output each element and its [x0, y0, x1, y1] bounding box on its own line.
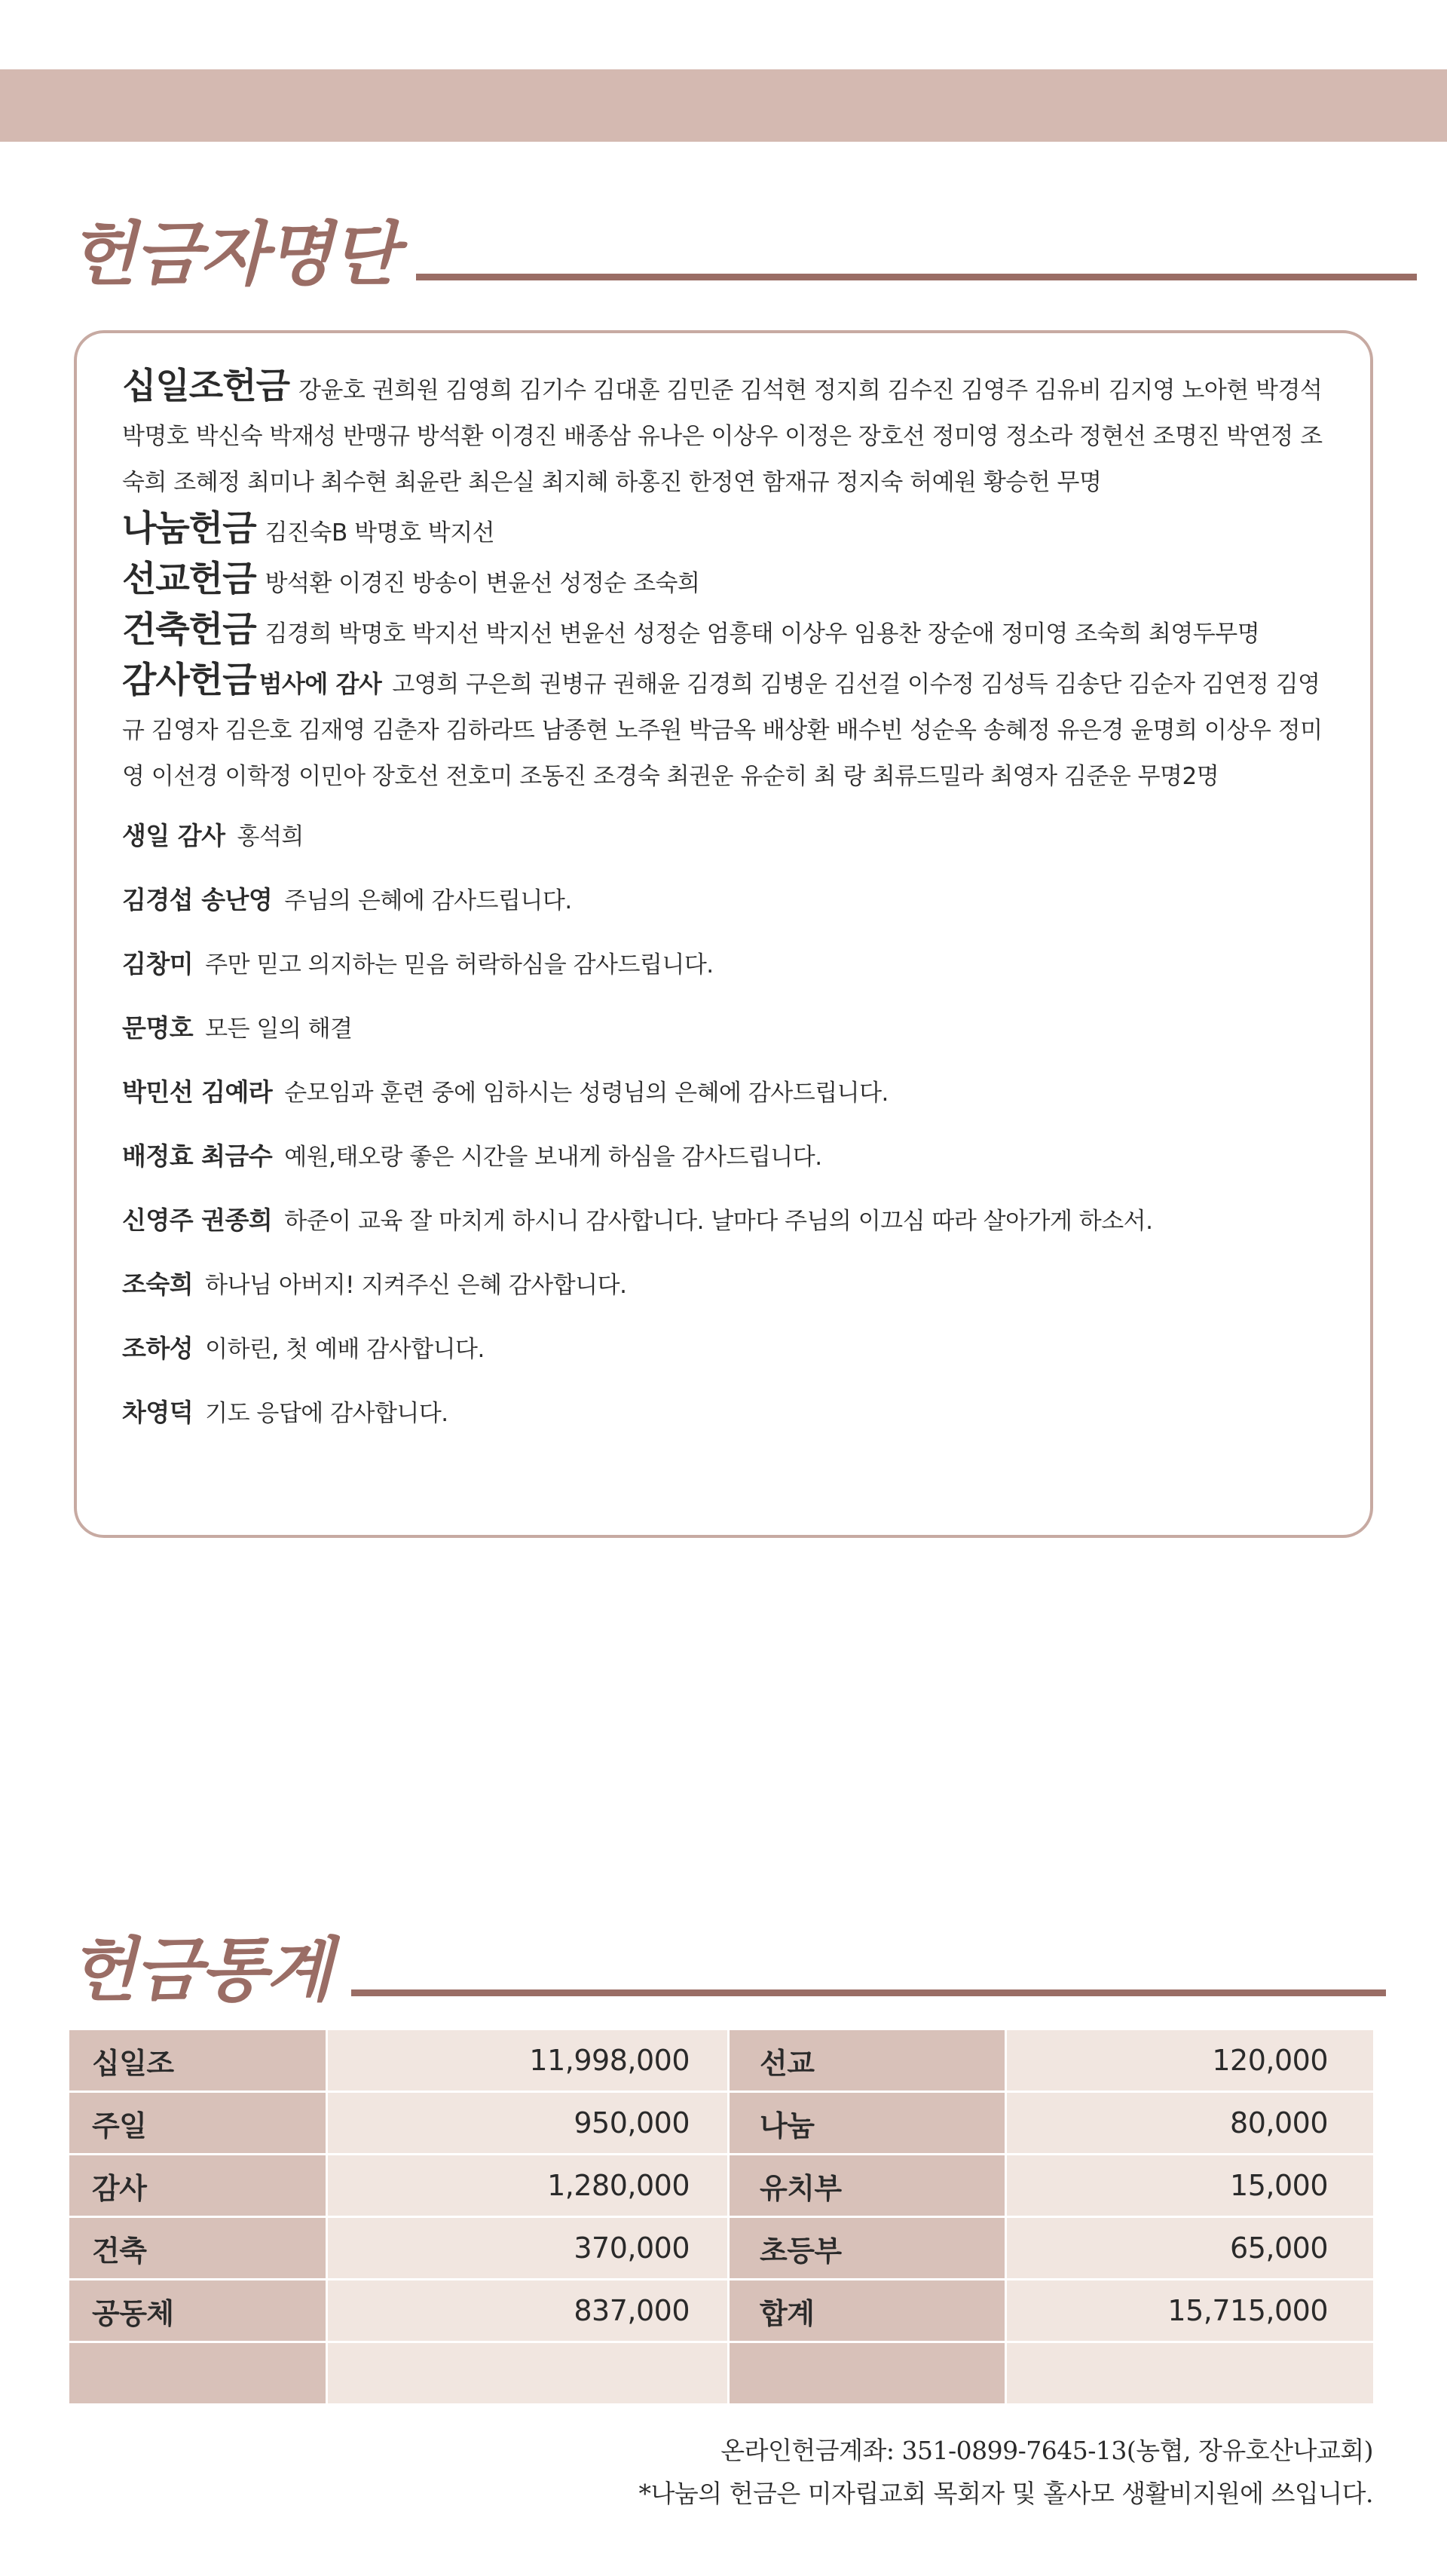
stats-value: 120,000 — [1007, 2030, 1373, 2091]
thanks-message-item — [122, 1189, 1329, 1253]
stats-label: 합계 — [730, 2280, 1005, 2341]
stats-value — [328, 2343, 727, 2403]
stats-value: 950,000 — [328, 2093, 727, 2153]
stats-value: 15,000 — [1007, 2155, 1373, 2216]
thanks-message-item — [122, 804, 1329, 868]
top-banner-bar — [0, 69, 1447, 142]
thanks-message-text: 하나님 아버지! 지켜주신 은혜 감사합니다. — [205, 1272, 627, 1299]
thanks-message-item — [122, 1125, 1329, 1189]
thanks-message-item — [122, 997, 1329, 1061]
stats-value: 370,000 — [328, 2218, 727, 2278]
thanks-message-name: 생일 감사 — [122, 821, 225, 850]
thanks-message-name: 조하성 — [122, 1334, 194, 1363]
thanks-message-name: 김경섭 송난영 — [122, 885, 273, 914]
thanks-message-text: 순모임과 훈련 중에 임하시는 성령님의 은혜에 감사드립니다. — [284, 1080, 889, 1107]
sharing-offering-label: 나눔헌금 — [122, 508, 256, 550]
tithe-offering-entry — [122, 363, 1329, 506]
stats-section-rule — [351, 1989, 1386, 1996]
building-offering-label: 건축헌금 — [122, 609, 256, 651]
thanks-message-name: 배정효 최금수 — [122, 1141, 273, 1171]
stats-row — [69, 2155, 1373, 2216]
thanks-message-name: 조숙희 — [122, 1270, 194, 1299]
stats-label: 공동체 — [69, 2280, 326, 2341]
stats-row — [69, 2343, 1373, 2403]
stats-label: 건축 — [69, 2218, 326, 2278]
stats-label: 십일조 — [69, 2030, 326, 2091]
stats-label: 초등부 — [730, 2218, 1005, 2278]
thanks-message-item — [122, 1061, 1329, 1125]
stats-value: 15,715,000 — [1007, 2280, 1373, 2341]
offering-stats-table — [69, 2030, 1373, 2406]
stats-section-header — [69, 1930, 1386, 2011]
thanks-message-text: 기도 응답에 감사합니다. — [205, 1400, 448, 1427]
mission-offering-names: 방석환 이경진 방송이 변윤선 성정순 조숙희 — [265, 570, 700, 597]
thanks-message-text: 모든 일의 해결 — [205, 1015, 353, 1043]
stats-value: 80,000 — [1007, 2093, 1373, 2153]
tithe-offering-names: 강윤호 권희원 김영희 김기수 김대훈 김민준 김석현 정지희 김수진 김영주 김유비 김지영 노아현 박경석 박명호 박신숙 박재성 반맹규 방석환 이경진 배종삼 유나은 이상우 이정은 장호선 정미영 정소라 정현선 조명진 박연정 조숙희 조혜정 최미나 최수현 최윤란 최은실 최지혜 하홍진 한정연 함재규 정지숙 허예원 황승헌 무명 — [122, 377, 1323, 496]
thanks-message-name: 문명호 — [122, 1013, 194, 1043]
thanks-message-name: 박민선 김예라 — [122, 1077, 273, 1107]
stats-value: 11,998,000 — [328, 2030, 727, 2091]
thanks-message-text: 주만 믿고 의지하는 믿음 허락하심을 감사드립니다. — [205, 951, 714, 979]
sharing-offering-entry — [122, 506, 1329, 556]
stats-label: 나눔 — [730, 2093, 1005, 2153]
thanks-message-item — [122, 1317, 1329, 1381]
stats-value: 837,000 — [328, 2280, 727, 2341]
thanks-offering-names: 고영희 구은희 권병규 권해윤 김경희 김병운 김선걸 이수정 김성득 김송단 김순자 김연정 김영규 김영자 김은호 김재영 김춘자 김하라뜨 남종현 노주원 박금옥 배상환 배수빈 성순옥 송혜정 유은경 윤명희 이상우 정미영 이선경 이학정 이민아 장호선 전호미 조동진 조경숙 최권운 유순히 최 랑 최류드밀라 최영자 김준운 무명2명 — [122, 671, 1323, 790]
thanks-message-item — [122, 933, 1329, 997]
stats-row — [69, 2030, 1373, 2091]
mission-offering-label: 선교헌금 — [122, 559, 256, 600]
building-offering-names: 김경희 박명호 박지선 박지선 변윤선 성정순 엄흥태 이상우 임용찬 장순애 정미영 조숙희 최영두무명 — [265, 620, 1260, 648]
thanks-offering-sublabel: 범사에 감사 — [259, 669, 382, 698]
thanks-offering-entry — [122, 657, 1329, 800]
sharing-offering-names: 김진숙B 박명호 박지선 — [265, 519, 495, 547]
thanks-message-text: 홍석희 — [237, 823, 304, 850]
thanks-message-item — [122, 1381, 1329, 1445]
thanks-message-text: 이하린, 첫 예배 감사합니다. — [205, 1336, 485, 1363]
thanks-message-item — [122, 1253, 1329, 1317]
tithe-offering-label: 십일조헌금 — [122, 366, 290, 407]
thanks-message-name: 차영덕 — [122, 1398, 194, 1427]
thanks-message-name: 김창미 — [122, 949, 194, 979]
donor-list-box — [74, 330, 1373, 1538]
stats-label: 주일 — [69, 2093, 326, 2153]
mission-offering-entry — [122, 556, 1329, 607]
sharing-usage-note: *나눔의 헌금은 미자립교회 목회자 및 홀사모 생활비지원에 쓰입니다. — [638, 2479, 1373, 2508]
thanks-message-name: 신영주 권종희 — [122, 1205, 273, 1235]
stats-value — [1007, 2343, 1373, 2403]
stats-label: 선교 — [730, 2030, 1005, 2091]
names-section-rule — [416, 274, 1417, 280]
stats-label: 유치부 — [730, 2155, 1005, 2216]
thanks-message-text: 주님의 은혜에 감사드립니다. — [284, 887, 572, 914]
stats-value: 65,000 — [1007, 2218, 1373, 2278]
online-account-note: 온라인헌금계좌: 351-0899-7645-13(농협, 장유호산나교회) — [720, 2436, 1373, 2465]
stats-section-title: 헌금통계 — [69, 1930, 332, 2011]
stats-label — [730, 2343, 1005, 2403]
stats-value: 1,280,000 — [328, 2155, 727, 2216]
stats-row — [69, 2093, 1373, 2153]
thanks-message-text: 예원,태오랑 좋은 시간을 보내게 하심을 감사드립니다. — [284, 1144, 822, 1171]
names-section-header — [69, 214, 1417, 295]
stats-row — [69, 2218, 1373, 2278]
stats-row — [69, 2280, 1373, 2341]
thanks-message-text: 하준이 교육 잘 마치게 하시니 감사합니다. 날마다 주님의 이끄심 따라 살아가게 하소서. — [284, 1208, 1153, 1235]
building-offering-entry — [122, 607, 1329, 657]
thanks-offering-label: 감사헌금 — [122, 660, 256, 701]
thanks-message-item — [122, 868, 1329, 933]
stats-label — [69, 2343, 326, 2403]
thanks-message-list — [122, 804, 1329, 1445]
names-section-title: 헌금자명단 — [69, 214, 397, 295]
stats-label: 감사 — [69, 2155, 326, 2216]
